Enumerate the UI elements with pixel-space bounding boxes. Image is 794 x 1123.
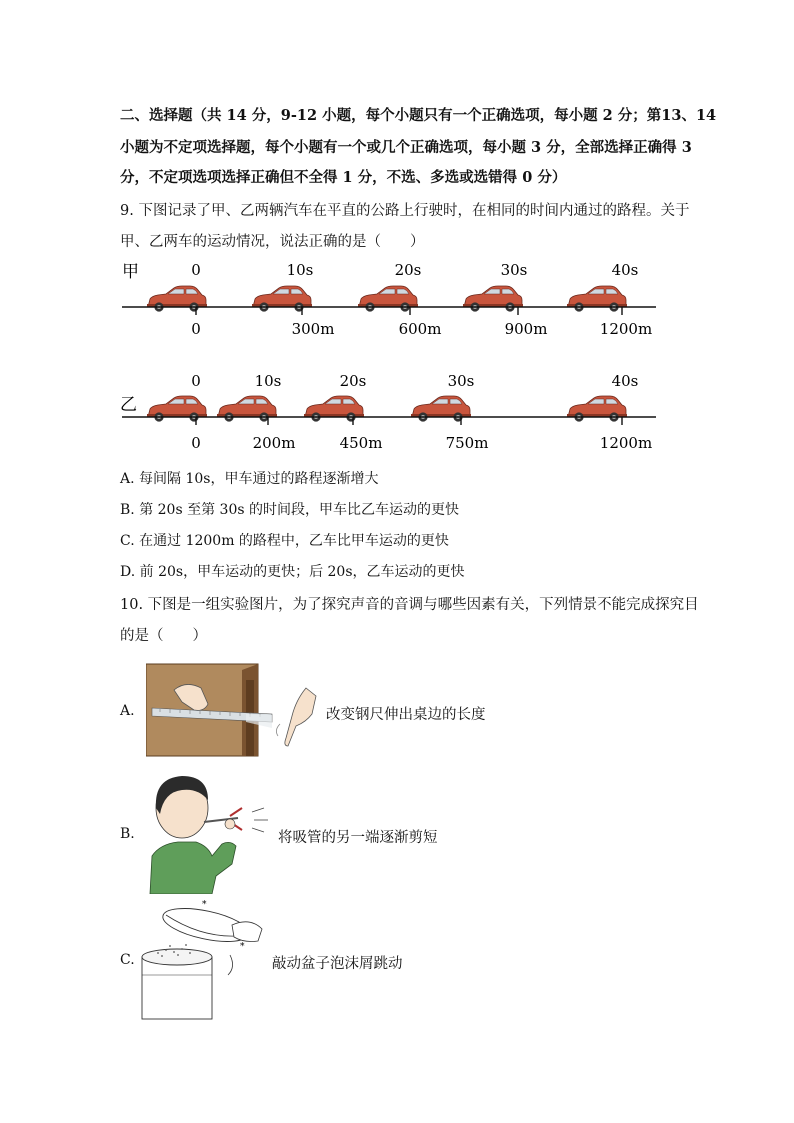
- basin-foam-illustration: [136, 895, 271, 1023]
- q9-motion-figure: [110, 255, 670, 455]
- yi-time: 0: [191, 372, 201, 390]
- jia-time: 40s: [611, 261, 639, 279]
- yi-time: 10s: [254, 372, 282, 390]
- svg-text:*: *: [240, 942, 245, 952]
- yi-distance: 750m: [445, 434, 489, 452]
- yi-time: 20s: [339, 372, 367, 390]
- q9-stem-line-2: 甲、乙两车的运动情况，说法正确的是（ ）: [120, 234, 425, 250]
- yi-time: 30s: [447, 372, 475, 390]
- yi-time: 40s: [611, 372, 639, 390]
- yi-distance: 200m: [252, 434, 296, 452]
- jia-time: 20s: [394, 261, 422, 279]
- q9-option-d[interactable]: D. 前 20s，甲车运动的更快；后 20s，乙车运动的更快: [120, 564, 465, 580]
- jia-time: 30s: [500, 261, 528, 279]
- q10-option-c-caption: 敲动盆子泡沫屑跳动: [272, 956, 403, 972]
- q9-option-b[interactable]: B. 第 20s 至第 30s 的时间段，甲车比乙车运动的更快: [120, 502, 459, 518]
- section-header-line-2: 小题为不定项选择题，每个小题有一个或几个正确选项，每小题 3 分，全部选择正确得 3: [120, 139, 692, 156]
- q9-stem-line-1: 9. 下图记录了甲、乙两辆汽车在平直的公路上行驶时，在相同的时间内通过的路程。关于: [120, 203, 690, 219]
- q10-option-a-caption: 改变钢尺伸出桌边的长度: [326, 707, 486, 723]
- svg-text:*: *: [202, 900, 207, 910]
- q10-stem-line-1: 10. 下图是一组实验图片，为了探究声音的音调与哪些因素有关，下列情景不能完成探究目: [120, 597, 699, 613]
- q10-option-b-letter[interactable]: B.: [120, 826, 135, 842]
- q9-option-c[interactable]: C. 在通过 1200m 的路程中，乙车比甲车运动的更快: [120, 533, 449, 549]
- jia-distance: 600m: [398, 320, 442, 338]
- section-header-line-3: 分，不定项选项选择正确但不全得 1 分，不选、多选或选错得 0 分）: [120, 169, 567, 186]
- jia-distance: 1200m: [599, 320, 653, 338]
- jia-time: 10s: [286, 261, 314, 279]
- q10-option-a-letter[interactable]: A.: [120, 703, 135, 719]
- yi-distance: 0: [191, 434, 201, 452]
- q10-stem-line-2: 的是（ ）: [120, 628, 207, 644]
- jia-label: 甲: [122, 262, 139, 282]
- jia-time: 0: [191, 261, 201, 279]
- yi-distance: 1200m: [599, 434, 653, 452]
- yi-label: 乙: [120, 395, 137, 415]
- jia-distance: 300m: [291, 320, 335, 338]
- boy-cutting-straw-illustration: [146, 772, 276, 894]
- q9-option-a[interactable]: A. 每间隔 10s，甲车通过的路程逐渐增大: [120, 471, 379, 487]
- section-header-line-1: 二、选择题（共 14 分，9-12 小题，每个小题只有一个正确选项，每小题 2 分；第13、14: [120, 107, 717, 124]
- jia-distance: 900m: [504, 320, 548, 338]
- jia-distance: 0: [191, 320, 201, 338]
- ruler-on-table-illustration: [146, 660, 321, 760]
- q10-option-c-letter[interactable]: C.: [120, 952, 135, 968]
- q10-option-b-caption: 将吸管的另一端逐渐剪短: [278, 830, 438, 846]
- yi-distance: 450m: [339, 434, 383, 452]
